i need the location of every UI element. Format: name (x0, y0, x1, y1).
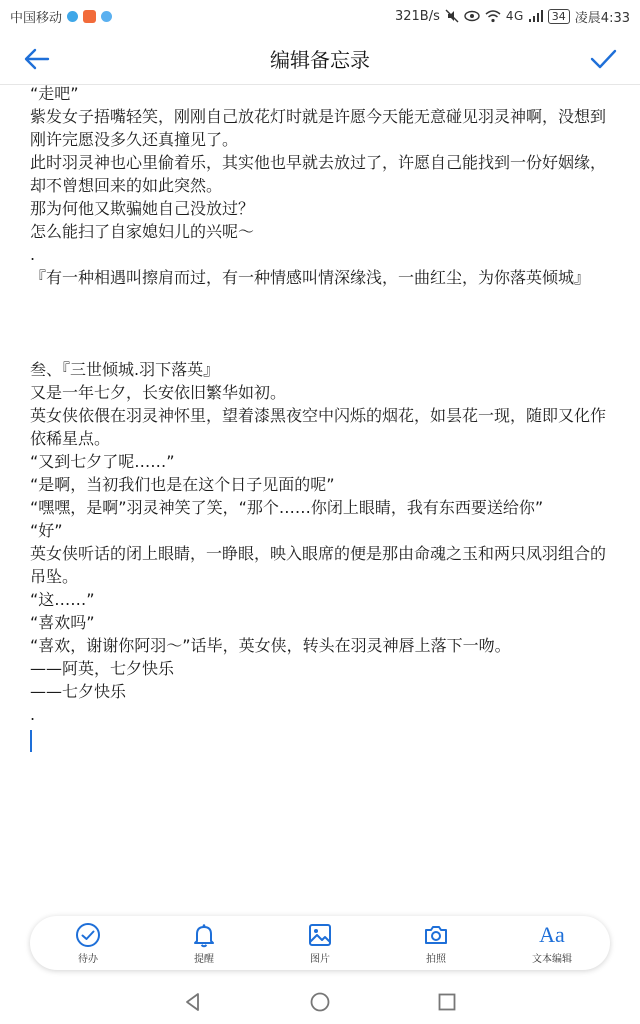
note-line: 英女侠依偎在羽灵神怀里，望着漆黑夜空中闪烁的烟花，如昙花一现，随即又化作依稀星点。 (30, 406, 607, 448)
nav-home-icon[interactable] (308, 990, 332, 1014)
nav-recents-icon[interactable] (435, 990, 459, 1014)
note-line: 此时羽灵神也心里偷着乐，其实他也早就去放过了，许愿自己能找到一份好姻缘，却不曾想回来的如此突然。 (30, 153, 607, 195)
back-arrow-icon[interactable] (22, 44, 52, 74)
mute-icon (445, 9, 459, 23)
note-line: “是啊，当初我们也是在这个日子见面的呢” (30, 475, 335, 494)
text-format-label: 文本编辑 (532, 953, 572, 965)
signal-bars-icon (529, 10, 543, 22)
page-title: 编辑备忘录 (270, 47, 370, 72)
note-line: 叁、『三世倾城.羽下落英』 (30, 360, 220, 379)
note-line: 又是一年七夕，长安依旧繁华如初。 (30, 383, 287, 402)
eye-icon (464, 10, 480, 22)
status-right (395, 7, 630, 26)
note-line: “好” (30, 521, 63, 540)
system-nav-bar (0, 980, 640, 1024)
clock: 凌晨4:33 (574, 10, 630, 26)
note-line: “这……” (30, 590, 95, 609)
image-button[interactable] (275, 922, 365, 965)
note-line: 怎么能扫了自家媳妇儿的兴呢～ (30, 222, 255, 241)
note-line: ——七夕快乐 (30, 682, 127, 701)
text-cursor (30, 730, 32, 752)
note-line: 英女侠听话的闭上眼睛，一睁眼，映入眼席的便是那由命魂之玉和两只凤羽组合的吊坠。 (30, 544, 607, 586)
todo-button[interactable] (43, 922, 133, 965)
wifi-icon (485, 10, 501, 23)
note-line: “又到七夕了呢……” (30, 452, 175, 471)
title-bar (0, 32, 640, 84)
note-line: “喜欢吗” (30, 613, 95, 632)
checklist-icon (75, 922, 101, 948)
signal-type: 4G (505, 9, 524, 23)
note-line: . (30, 705, 36, 724)
sync-notification-icon (101, 11, 112, 22)
note-line: “走吧” (30, 84, 79, 103)
battery-indicator: 34 (548, 9, 570, 24)
app-notification-icon (83, 10, 96, 23)
note-line: 那为何他又欺骗她自己没放过？ (30, 199, 255, 218)
note-line: . (30, 245, 36, 264)
note-line: “嘿嘿，是啊”羽灵神笑了笑，“那个……你闭上眼睛，我有东西要送给你” (30, 498, 544, 517)
net-speed: 321B/s (394, 8, 440, 24)
note-line: “喜欢，谢谢你阿羽～”话毕，英女侠，转头在羽灵神唇上落下一吻。 (30, 636, 511, 655)
confirm-check-icon[interactable] (588, 44, 618, 74)
camera-icon (423, 922, 449, 948)
reminder-label: 提醒 (194, 953, 214, 965)
camera-button[interactable] (391, 922, 481, 965)
reminder-button[interactable] (159, 922, 249, 965)
notification-dot-icon (67, 11, 78, 22)
image-label: 图片 (310, 953, 330, 965)
note-line (30, 335, 620, 358)
status-bar (0, 0, 640, 32)
text-format-button[interactable] (507, 922, 597, 965)
status-left (10, 7, 112, 26)
note-editor[interactable] (30, 82, 620, 902)
carrier-label: 中国移动 (10, 10, 63, 26)
note-line: 紫发女子捂嘴轻笑，刚刚自己放花灯时就是许愿今天能无意碰见羽灵神啊，没想到刚许完愿没多久还真撞见了。 (30, 107, 607, 149)
note-line: ——阿英，七夕快乐 (30, 659, 175, 678)
editor-toolbar (30, 916, 610, 970)
note-line: 『有一种相遇叫擦肩而过，有一种情感叫情深缘浅，一曲红尘，为你落英倾城』 (30, 268, 591, 287)
text-format-icon: Aa (539, 921, 565, 947)
camera-label: 拍照 (426, 953, 446, 965)
todo-label: 待办 (78, 953, 98, 965)
nav-back-icon[interactable] (181, 990, 205, 1014)
note-line (30, 312, 620, 335)
image-icon (307, 922, 333, 948)
note-line (30, 289, 620, 312)
bell-icon (191, 922, 217, 948)
